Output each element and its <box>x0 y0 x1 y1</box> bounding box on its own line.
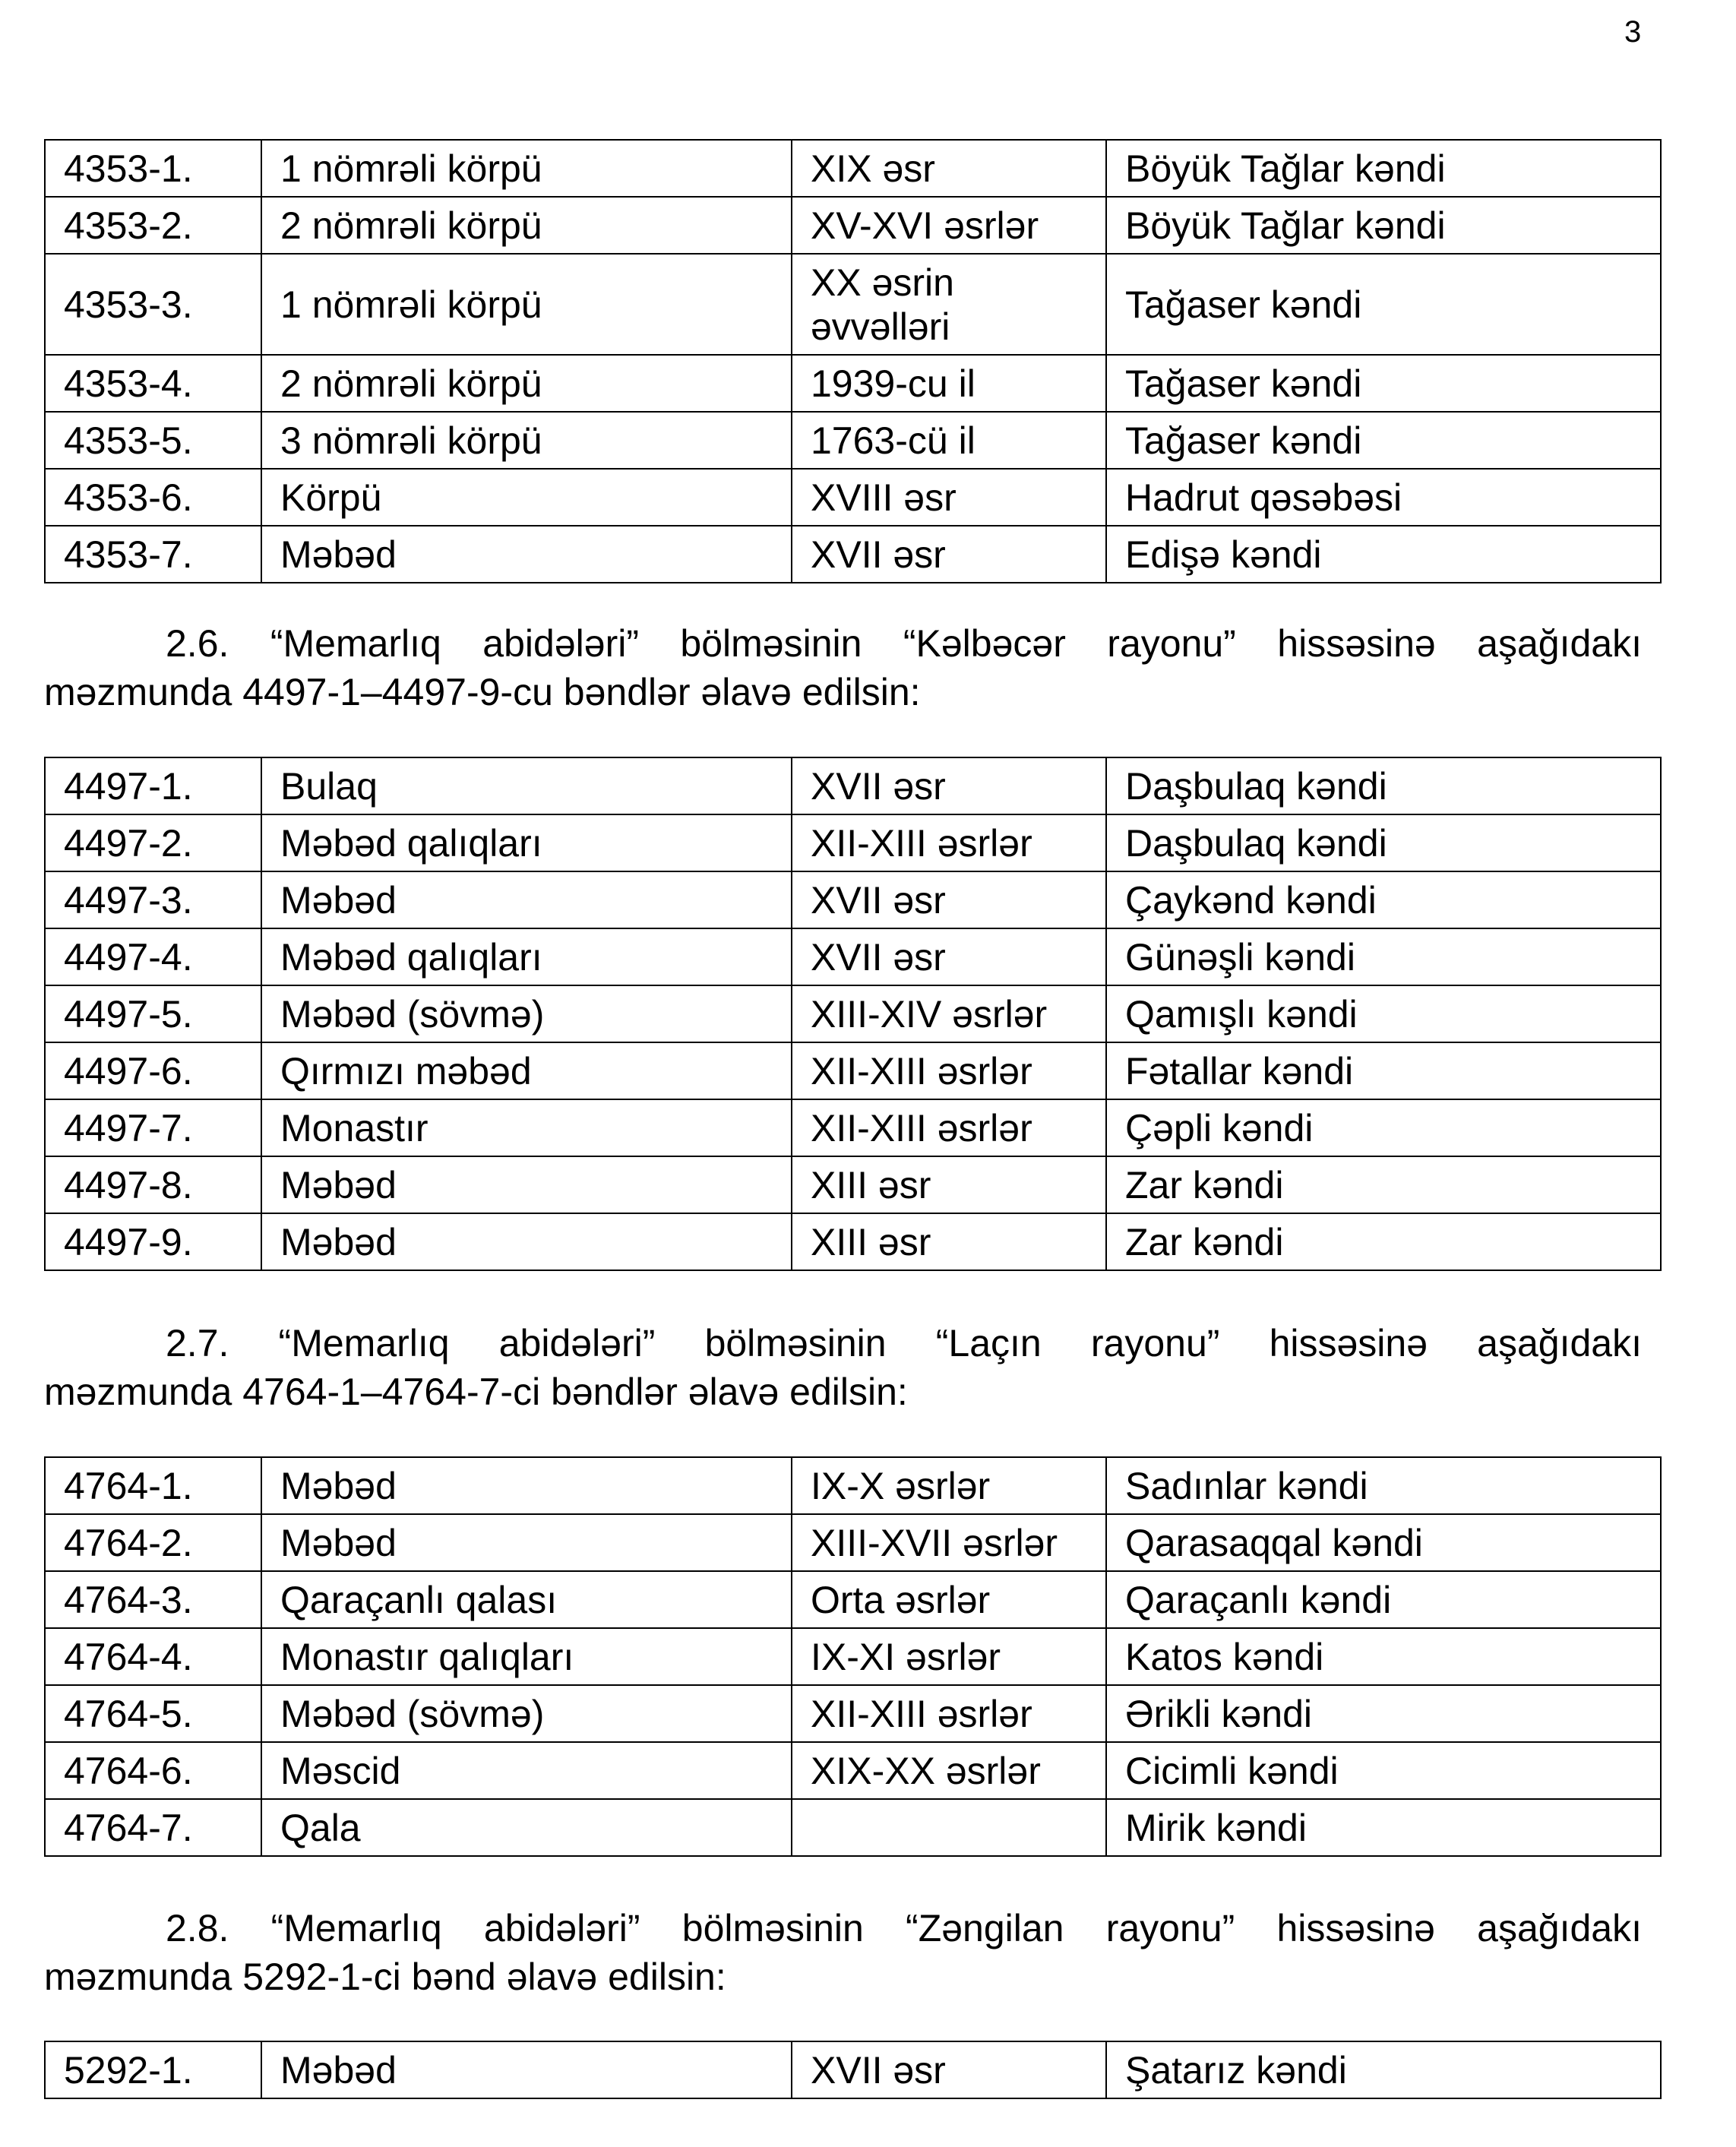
location-cell: Çəpli kəndi <box>1106 1099 1661 1156</box>
location-cell: Böyük Tağlar kəndi <box>1106 197 1661 254</box>
monument-name-cell: 1 nömrəli körpü <box>261 140 792 197</box>
table-row <box>45 412 1661 469</box>
monuments-table-hadrut <box>44 139 1662 583</box>
item-number-cell: 4764-4. <box>45 1628 261 1685</box>
period-cell: XVII əsr <box>792 757 1106 814</box>
location-cell: Qamışlı kəndi <box>1106 985 1661 1042</box>
period-cell: XIII əsr <box>792 1156 1106 1213</box>
monument-name-cell: Məbəd <box>261 526 792 583</box>
item-number-cell: 4764-6. <box>45 1742 261 1799</box>
location-cell: Daşbulaq kəndi <box>1106 757 1661 814</box>
location-cell: Böyük Tağlar kəndi <box>1106 140 1661 197</box>
period-cell: XIII əsr <box>792 1213 1106 1270</box>
table-row <box>45 355 1661 412</box>
monument-name-cell: Monastır <box>261 1099 792 1156</box>
period-cell: XVII əsr <box>792 871 1106 928</box>
location-cell: Tağaser kəndi <box>1106 412 1661 469</box>
paragraph-line: məzmunda 4497-1–4497-9-cu bəndlər əlavə edilsin: <box>44 671 921 713</box>
monument-name-cell: 2 nömrəli körpü <box>261 197 792 254</box>
location-cell: Edişə kəndi <box>1106 526 1661 583</box>
period-cell: XV-XVI əsrlər <box>792 197 1106 254</box>
table-row <box>45 2041 1661 2098</box>
item-number-cell: 4497-5. <box>45 985 261 1042</box>
item-number-cell: 4353-1. <box>45 140 261 197</box>
monuments-table-zengilan <box>44 2041 1662 2099</box>
monument-name-cell: Monastır qalıqları <box>261 1628 792 1685</box>
monument-name-cell: Məbəd <box>261 1514 792 1571</box>
monument-name-cell: Məbəd <box>261 2041 792 2098</box>
table-row <box>45 1457 1661 1514</box>
table-row <box>45 254 1661 355</box>
location-cell: Zar kəndi <box>1106 1156 1661 1213</box>
location-cell: Cicimli kəndi <box>1106 1742 1661 1799</box>
monument-name-cell: Məbəd qalıqları <box>261 928 792 985</box>
item-number-cell: 4353-6. <box>45 469 261 526</box>
table-row <box>45 928 1661 985</box>
table-row <box>45 140 1661 197</box>
table-row <box>45 814 1661 871</box>
location-cell: Çaykənd kəndi <box>1106 871 1661 928</box>
table-row <box>45 1799 1661 1856</box>
item-number-cell: 4497-1. <box>45 757 261 814</box>
monument-name-cell: Körpü <box>261 469 792 526</box>
monument-name-cell: Məscid <box>261 1742 792 1799</box>
item-number-cell: 4497-3. <box>45 871 261 928</box>
period-cell: XII-XIII əsrlər <box>792 1099 1106 1156</box>
monument-name-cell: Məbəd <box>261 1156 792 1213</box>
monument-name-cell: 3 nömrəli körpü <box>261 412 792 469</box>
monument-name-cell: Qaraçanlı qalası <box>261 1571 792 1628</box>
period-cell: IX-X əsrlər <box>792 1457 1106 1514</box>
monument-name-cell: Məbəd <box>261 1213 792 1270</box>
monuments-table-lacin <box>44 1456 1662 1857</box>
location-cell: Katos kəndi <box>1106 1628 1661 1685</box>
paragraph-line: məzmunda 5292-1-ci bənd əlavə edilsin: <box>44 1956 726 1998</box>
table-row <box>45 197 1661 254</box>
monument-name-cell: Məbəd qalıqları <box>261 814 792 871</box>
period-cell: XIII-XVII əsrlər <box>792 1514 1106 1571</box>
item-number-cell: 4353-7. <box>45 526 261 583</box>
location-cell: Mirik kəndi <box>1106 1799 1661 1856</box>
location-cell: Qaraçanlı kəndi <box>1106 1571 1661 1628</box>
monument-name-cell: Məbəd (sövmə) <box>261 985 792 1042</box>
location-cell: Tağaser kəndi <box>1106 254 1661 355</box>
period-cell: 1763-cü il <box>792 412 1106 469</box>
table-row <box>45 469 1661 526</box>
period-cell: XVII əsr <box>792 928 1106 985</box>
period-cell: XVII əsr <box>792 526 1106 583</box>
period-cell: Orta əsrlər <box>792 1571 1106 1628</box>
monument-name-cell: Məbəd <box>261 871 792 928</box>
section-paragraph-2-8 <box>44 1904 1642 2001</box>
monument-name-cell: Qırmızı məbəd <box>261 1042 792 1099</box>
period-cell: XX əsrin əvvəlləri <box>792 254 1106 355</box>
item-number-cell: 4764-1. <box>45 1457 261 1514</box>
location-cell: Sadınlar kəndi <box>1106 1457 1661 1514</box>
period-cell: XVIII əsr <box>792 469 1106 526</box>
table-row <box>45 757 1661 814</box>
monument-name-cell: 2 nömrəli körpü <box>261 355 792 412</box>
page-number: 3 <box>1624 15 1642 49</box>
item-number-cell: 4497-6. <box>45 1042 261 1099</box>
item-number-cell: 4497-2. <box>45 814 261 871</box>
item-number-cell: 4353-2. <box>45 197 261 254</box>
monument-name-cell: Qala <box>261 1799 792 1856</box>
item-number-cell: 4497-8. <box>45 1156 261 1213</box>
item-number-cell: 4353-4. <box>45 355 261 412</box>
item-number-cell: 4497-4. <box>45 928 261 985</box>
period-cell: XIII-XIV əsrlər <box>792 985 1106 1042</box>
location-cell: Günəşli kəndi <box>1106 928 1661 985</box>
location-cell: Şatarız kəndi <box>1106 2041 1661 2098</box>
item-number-cell: 4353-3. <box>45 254 261 355</box>
item-number-cell: 4764-3. <box>45 1571 261 1628</box>
location-cell: Hadrut qəsəbəsi <box>1106 469 1661 526</box>
item-number-cell: 4497-9. <box>45 1213 261 1270</box>
location-cell: Zar kəndi <box>1106 1213 1661 1270</box>
table-row <box>45 1685 1661 1742</box>
paragraph-line: 2.7. “Memarlıq abidələri” bölməsinin “Laçın rayonu” hissəsinə aşağıdakı <box>166 1322 1642 1364</box>
table-row <box>45 985 1661 1042</box>
table-row <box>45 1742 1661 1799</box>
location-cell: Qarasaqqal kəndi <box>1106 1514 1661 1571</box>
period-cell: XIX-XX əsrlər <box>792 1742 1106 1799</box>
monument-name-cell: 1 nömrəli körpü <box>261 254 792 355</box>
item-number-cell: 4764-7. <box>45 1799 261 1856</box>
table-row <box>45 1628 1661 1685</box>
monument-name-cell: Bulaq <box>261 757 792 814</box>
table-row <box>45 1042 1661 1099</box>
table-row <box>45 871 1661 928</box>
table-row <box>45 1514 1661 1571</box>
period-cell <box>792 1799 1106 1856</box>
item-number-cell: 4764-5. <box>45 1685 261 1742</box>
period-cell: XII-XIII əsrlər <box>792 814 1106 871</box>
table-row <box>45 1213 1661 1270</box>
table-row <box>45 1156 1661 1213</box>
location-cell: Tağaser kəndi <box>1106 355 1661 412</box>
item-number-cell: 4497-7. <box>45 1099 261 1156</box>
item-number-cell: 5292-1. <box>45 2041 261 2098</box>
section-paragraph-2-7 <box>44 1319 1642 1416</box>
monuments-table-kelbecer <box>44 757 1662 1271</box>
location-cell: Fətallar kəndi <box>1106 1042 1661 1099</box>
period-cell: XII-XIII əsrlər <box>792 1685 1106 1742</box>
table-row <box>45 1099 1661 1156</box>
table-row <box>45 526 1661 583</box>
location-cell: Ərikli kəndi <box>1106 1685 1661 1742</box>
period-cell: 1939-cu il <box>792 355 1106 412</box>
monument-name-cell: Məbəd (sövmə) <box>261 1685 792 1742</box>
item-number-cell: 4764-2. <box>45 1514 261 1571</box>
paragraph-line: 2.8. “Memarlıq abidələri” bölməsinin “Zəngilan rayonu” hissəsinə aşağıdakı <box>166 1907 1642 1949</box>
period-cell: XII-XIII əsrlər <box>792 1042 1106 1099</box>
period-cell: IX-XI əsrlər <box>792 1628 1106 1685</box>
paragraph-line: məzmunda 4764-1–4764-7-ci bəndlər əlavə edilsin: <box>44 1371 908 1413</box>
period-cell: XIX əsr <box>792 140 1106 197</box>
item-number-cell: 4353-5. <box>45 412 261 469</box>
section-paragraph-2-6 <box>44 619 1642 716</box>
paragraph-line: 2.6. “Memarlıq abidələri” bölməsinin “Kəlbəcər rayonu” hissəsinə aşağıdakı <box>166 622 1642 665</box>
period-cell: XVII əsr <box>792 2041 1106 2098</box>
table-row <box>45 1571 1661 1628</box>
location-cell: Daşbulaq kəndi <box>1106 814 1661 871</box>
monument-name-cell: Məbəd <box>261 1457 792 1514</box>
